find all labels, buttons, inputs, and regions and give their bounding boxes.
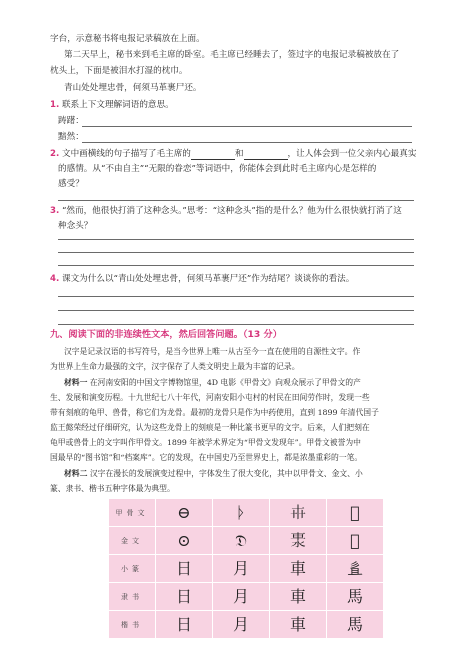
glyph-cell: 馬: [327, 611, 384, 639]
q2-blank-2[interactable]: [244, 150, 288, 160]
q1-item-1-label: 踌躇：: [58, 116, 84, 126]
table-row: [109, 499, 384, 527]
story-line-4: 青山处处埋忠骨，何须马革裹尸还。: [64, 83, 202, 93]
question-2-text-a: 文中画横线的句子描写了毛主席的: [61, 149, 191, 159]
question-1-text: 联系上下文理解词语的意思。: [61, 100, 174, 110]
glyph-cell: 車: [270, 583, 327, 611]
glyph-cell: 日: [156, 555, 213, 583]
question-4: [50, 274, 354, 285]
glyph-cell: ⊖: [156, 499, 213, 527]
question-2-text-b: 和: [234, 149, 244, 159]
glyph-cell: 𨋈: [270, 527, 327, 555]
question-2-number: 2.: [50, 149, 60, 159]
glyph-cell: 月: [213, 555, 270, 583]
question-1: [50, 100, 174, 111]
glyph-cell: 𠦃: [270, 499, 327, 527]
question-4-number: 4.: [50, 274, 60, 284]
row-label-small-seal: 小篆: [109, 555, 156, 583]
s9-para-1-line-2: 为世界上生命力最强的文字，汉字保存了人类文明史上最为丰富的记录。: [50, 362, 300, 371]
question-1-number: 1.: [50, 100, 60, 110]
story-line-3: 枕头上，下面是被泪水打湿的枕巾。: [50, 66, 188, 76]
glyph-cell: 馬: [327, 583, 384, 611]
question-2-text-c: ，让人体会到一位父亲内心最真实: [287, 149, 417, 159]
material-1-line-5: 龟甲或兽骨上的文字叫作甲骨文。1899 年被学术界定为“甲骨文发现年”。甲骨文被誉为中: [50, 438, 361, 447]
row-label-bronze: 金文: [109, 527, 156, 555]
row-label-regular: 楷书: [109, 611, 156, 639]
glyph-cell: 𝔇: [213, 527, 270, 555]
glyph-cell: 日: [156, 611, 213, 639]
material-2-line-2: 篆、隶书、楷书五种字体最为典型。: [50, 484, 175, 493]
q4-answer-line-3[interactable]: [58, 324, 414, 325]
question-2-line-2: 的感情。从“不由自主”“无限的眷恋”等词语中，你能体会到此时毛主席内心是怎样的: [58, 164, 377, 174]
material-2-text-1: 汉字在漫长的发展演变过程中，字体发生了很大变化，其中以甲骨文、金文、小: [89, 469, 363, 478]
question-3-line-2: 种念头？: [58, 221, 93, 231]
table-row: [109, 611, 384, 639]
q1-answer-line-1[interactable]: [82, 126, 412, 127]
material-1-label: 材料一: [64, 378, 88, 387]
material-2-label: 材料二: [64, 469, 88, 478]
glyph-cell: 𢑴: [327, 527, 384, 555]
question-4-text: 课文为什么以“青山处处埋忠骨，何须马革裹尸还”作为结尾？谈谈你的看法。: [61, 274, 355, 284]
material-1-text-1: 在河南安阳的中国文字博物馆里，4D 电影《甲骨文》向观众展示了甲骨文的产: [89, 378, 361, 387]
section-9-title: 九、阅读下面的非连续性文本，然后回答问题。（13 分）: [50, 329, 282, 340]
q3-answer-line-2[interactable]: [58, 252, 414, 253]
q1-item-2-label: 黯然：: [58, 132, 84, 142]
material-1-line-4: 监王懿荣经过仔细研究，认为这些龙骨上的刻痕是一种比篆书更早的文字。后来，人们把刻在: [50, 423, 370, 432]
table-row: [109, 583, 384, 611]
material-2-line-1: [64, 468, 363, 479]
story-line-1: 字台，示意秘书将电报记录稿放在上面。: [50, 34, 205, 44]
question-3: [50, 206, 402, 217]
table-row: [109, 527, 384, 555]
glyph-cell: 𢑚: [327, 499, 384, 527]
q3-answer-line-3[interactable]: [58, 265, 414, 266]
material-1-line-2: 生、发展和演变历程。十九世纪七八十年代，河南安阳小屯村的村民在田间劳作时，发现一些: [50, 393, 370, 402]
question-2-line-3: 感受？: [58, 179, 84, 189]
glyph-cell: 日: [156, 583, 213, 611]
q4-answer-line-1[interactable]: [58, 296, 414, 297]
glyph-cell: 𢒉: [327, 555, 384, 583]
material-1-line-3: 带有刻痕的龟甲、兽骨，称它们为龙骨。最初的龙骨只是作为中药使用，直到 1899 年清代国子: [50, 408, 379, 417]
material-1-line-6: 国最早的“图书馆”和“档案库”。它的发现，在中国史乃至世界史上，都是浓墨重彩的一笔。: [50, 453, 363, 462]
question-3-number: 3.: [50, 206, 60, 216]
question-2: [50, 149, 416, 160]
table-row: [109, 555, 384, 583]
q4-answer-line-2[interactable]: [58, 310, 414, 311]
q2-blank-1[interactable]: [191, 150, 235, 160]
row-label-clerical: 隶书: [109, 583, 156, 611]
question-3-text: “然而，他很快打消了这种念头。”思考：“这种念头”指的是什么？他为什么很快就打消了这: [61, 206, 402, 216]
glyph-cell: 月: [213, 583, 270, 611]
q1-answer-line-2[interactable]: [82, 142, 412, 143]
q3-answer-line-1[interactable]: [58, 239, 414, 240]
row-label-oracle: 甲骨文: [109, 499, 156, 527]
glyph-cell: ᚦ: [213, 499, 270, 527]
script-evolution-table: [108, 498, 384, 639]
s9-para-1-line-1: 汉字是记录汉语的书写符号，是当今世界上唯一从古至今一直在使用的自源性文字。作: [64, 347, 361, 356]
glyph-cell: ⊙: [156, 527, 213, 555]
glyph-cell: 月: [213, 611, 270, 639]
story-line-2: 第二天早上，秘书来到毛主席的卧室。毛主席已经睡去了，签过字的电报记录稿被放在了: [64, 50, 400, 60]
glyph-cell: 車: [270, 555, 327, 583]
q2-answer-line[interactable]: [58, 200, 414, 201]
glyph-cell: 車: [270, 611, 327, 639]
material-1-line-1: [64, 377, 361, 388]
